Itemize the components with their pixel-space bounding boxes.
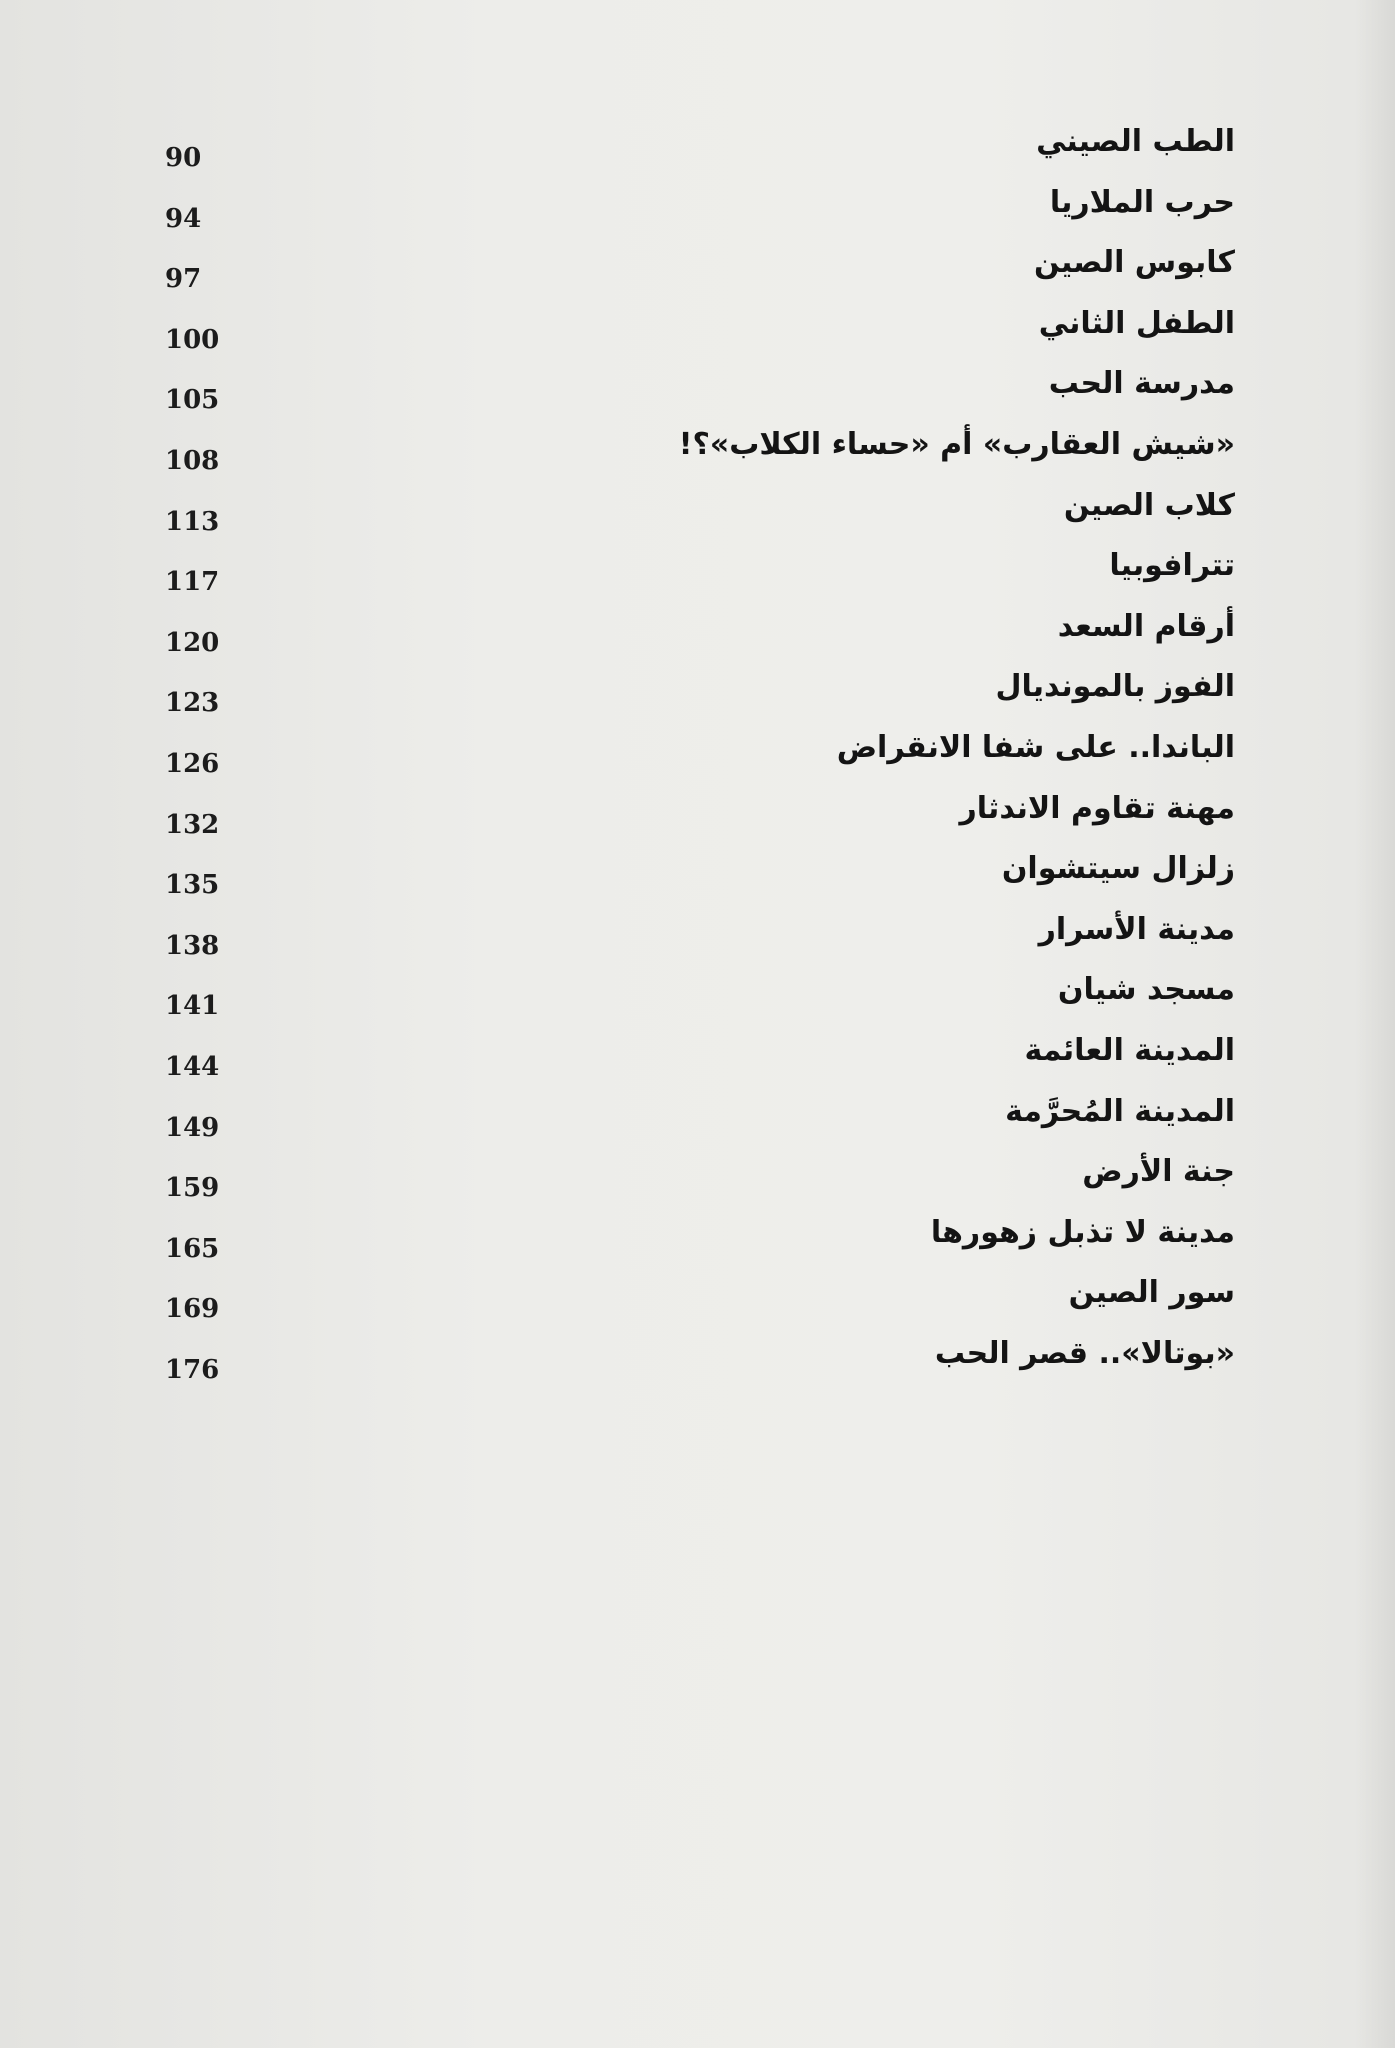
toc-entry-title: الفوز بالمونديال [995,669,1235,705]
toc-entry-title: أرقام السعد [1057,608,1235,644]
toc-entry-title: سور الصين [1068,1275,1235,1311]
toc-entry-title: مسجد شيان [1057,972,1235,1008]
toc-entry-page-number: 144 [165,1051,220,1082]
table-of-contents [0,120,1395,1392]
toc-entry-title: زلزال سيتشوان [1001,851,1235,887]
toc-entry-page-number: 90 [165,143,202,173]
toc-entry-title: المدينة العائمة [1024,1032,1235,1068]
toc-entry-title: حرب الملاريا [1049,184,1235,220]
toc-entry-title: تترافوبيا [1109,548,1235,584]
toc-entry [0,484,1395,545]
toc-entry-page-number: 94 [165,203,202,234]
toc-entry-page-number: 97 [165,264,202,295]
toc-entry-page-number: 108 [165,445,220,476]
toc-entry-title: جنة الأرض [1082,1154,1235,1190]
toc-entry [0,120,1395,181]
toc-entry-page-number: 117 [165,567,220,598]
toc-entry-title: «بوتالا».. قصر الحب [934,1335,1235,1371]
toc-entry-page-number: 120 [165,627,220,658]
toc-entry-title: الباندا.. على شفا الانقراض [836,729,1235,765]
toc-entry-page-number: 176 [165,1354,220,1385]
toc-entry [0,1090,1395,1151]
toc-entry-page-number: 169 [165,1294,220,1325]
toc-entry-title: المدينة المُحرَّمة [1005,1093,1235,1129]
toc-entry [0,908,1395,969]
toc-entry-page-number: 165 [165,1233,220,1264]
toc-entry [0,181,1395,242]
toc-entry-page-number: 100 [165,324,220,355]
toc-entry-page-number: 126 [165,748,220,779]
toc-entry [0,1150,1395,1211]
toc-entry [0,787,1395,848]
toc-entry [0,1332,1395,1393]
toc-entry-title: مهنة تقاوم الاندثار [959,790,1235,826]
toc-entry-title: كلاب الصين [1063,487,1235,523]
toc-entry-page-number: 132 [165,809,220,840]
toc-entry-title: مدينة لا تذبل زهورها [930,1214,1235,1250]
toc-entry-title: الطب الصيني [1036,124,1235,159]
toc-entry-page-number: 105 [165,385,220,416]
toc-entry [0,605,1395,666]
toc-entry [0,726,1395,787]
toc-entry-title: كابوس الصين [1034,245,1235,281]
toc-entry [0,544,1395,605]
toc-entry-page-number: 159 [165,1173,220,1204]
toc-entry [0,968,1395,1029]
toc-entry-title: «شيش العقارب» أم «حساء الكلاب»؟! [678,426,1235,462]
toc-entry-title: مدرسة الحب [1048,366,1235,402]
toc-entry-title: الطفل الثاني [1038,305,1235,341]
toc-entry-page-number: 123 [165,688,220,719]
toc-entry [0,1211,1395,1272]
toc-entry [0,241,1395,302]
toc-entry [0,423,1395,484]
toc-entry [0,847,1395,908]
toc-entry-page-number: 135 [165,870,220,901]
toc-entry [0,665,1395,726]
toc-entry [0,362,1395,423]
toc-entry-page-number: 113 [165,506,220,537]
toc-entry-page-number: 138 [165,930,220,961]
toc-entry-title: مدينة الأسرار [1038,911,1235,947]
toc-entry [0,302,1395,363]
toc-entry [0,1029,1395,1090]
toc-entry [0,1271,1395,1332]
toc-entry-page-number: 149 [165,1112,220,1143]
toc-entry-page-number: 141 [165,991,220,1022]
